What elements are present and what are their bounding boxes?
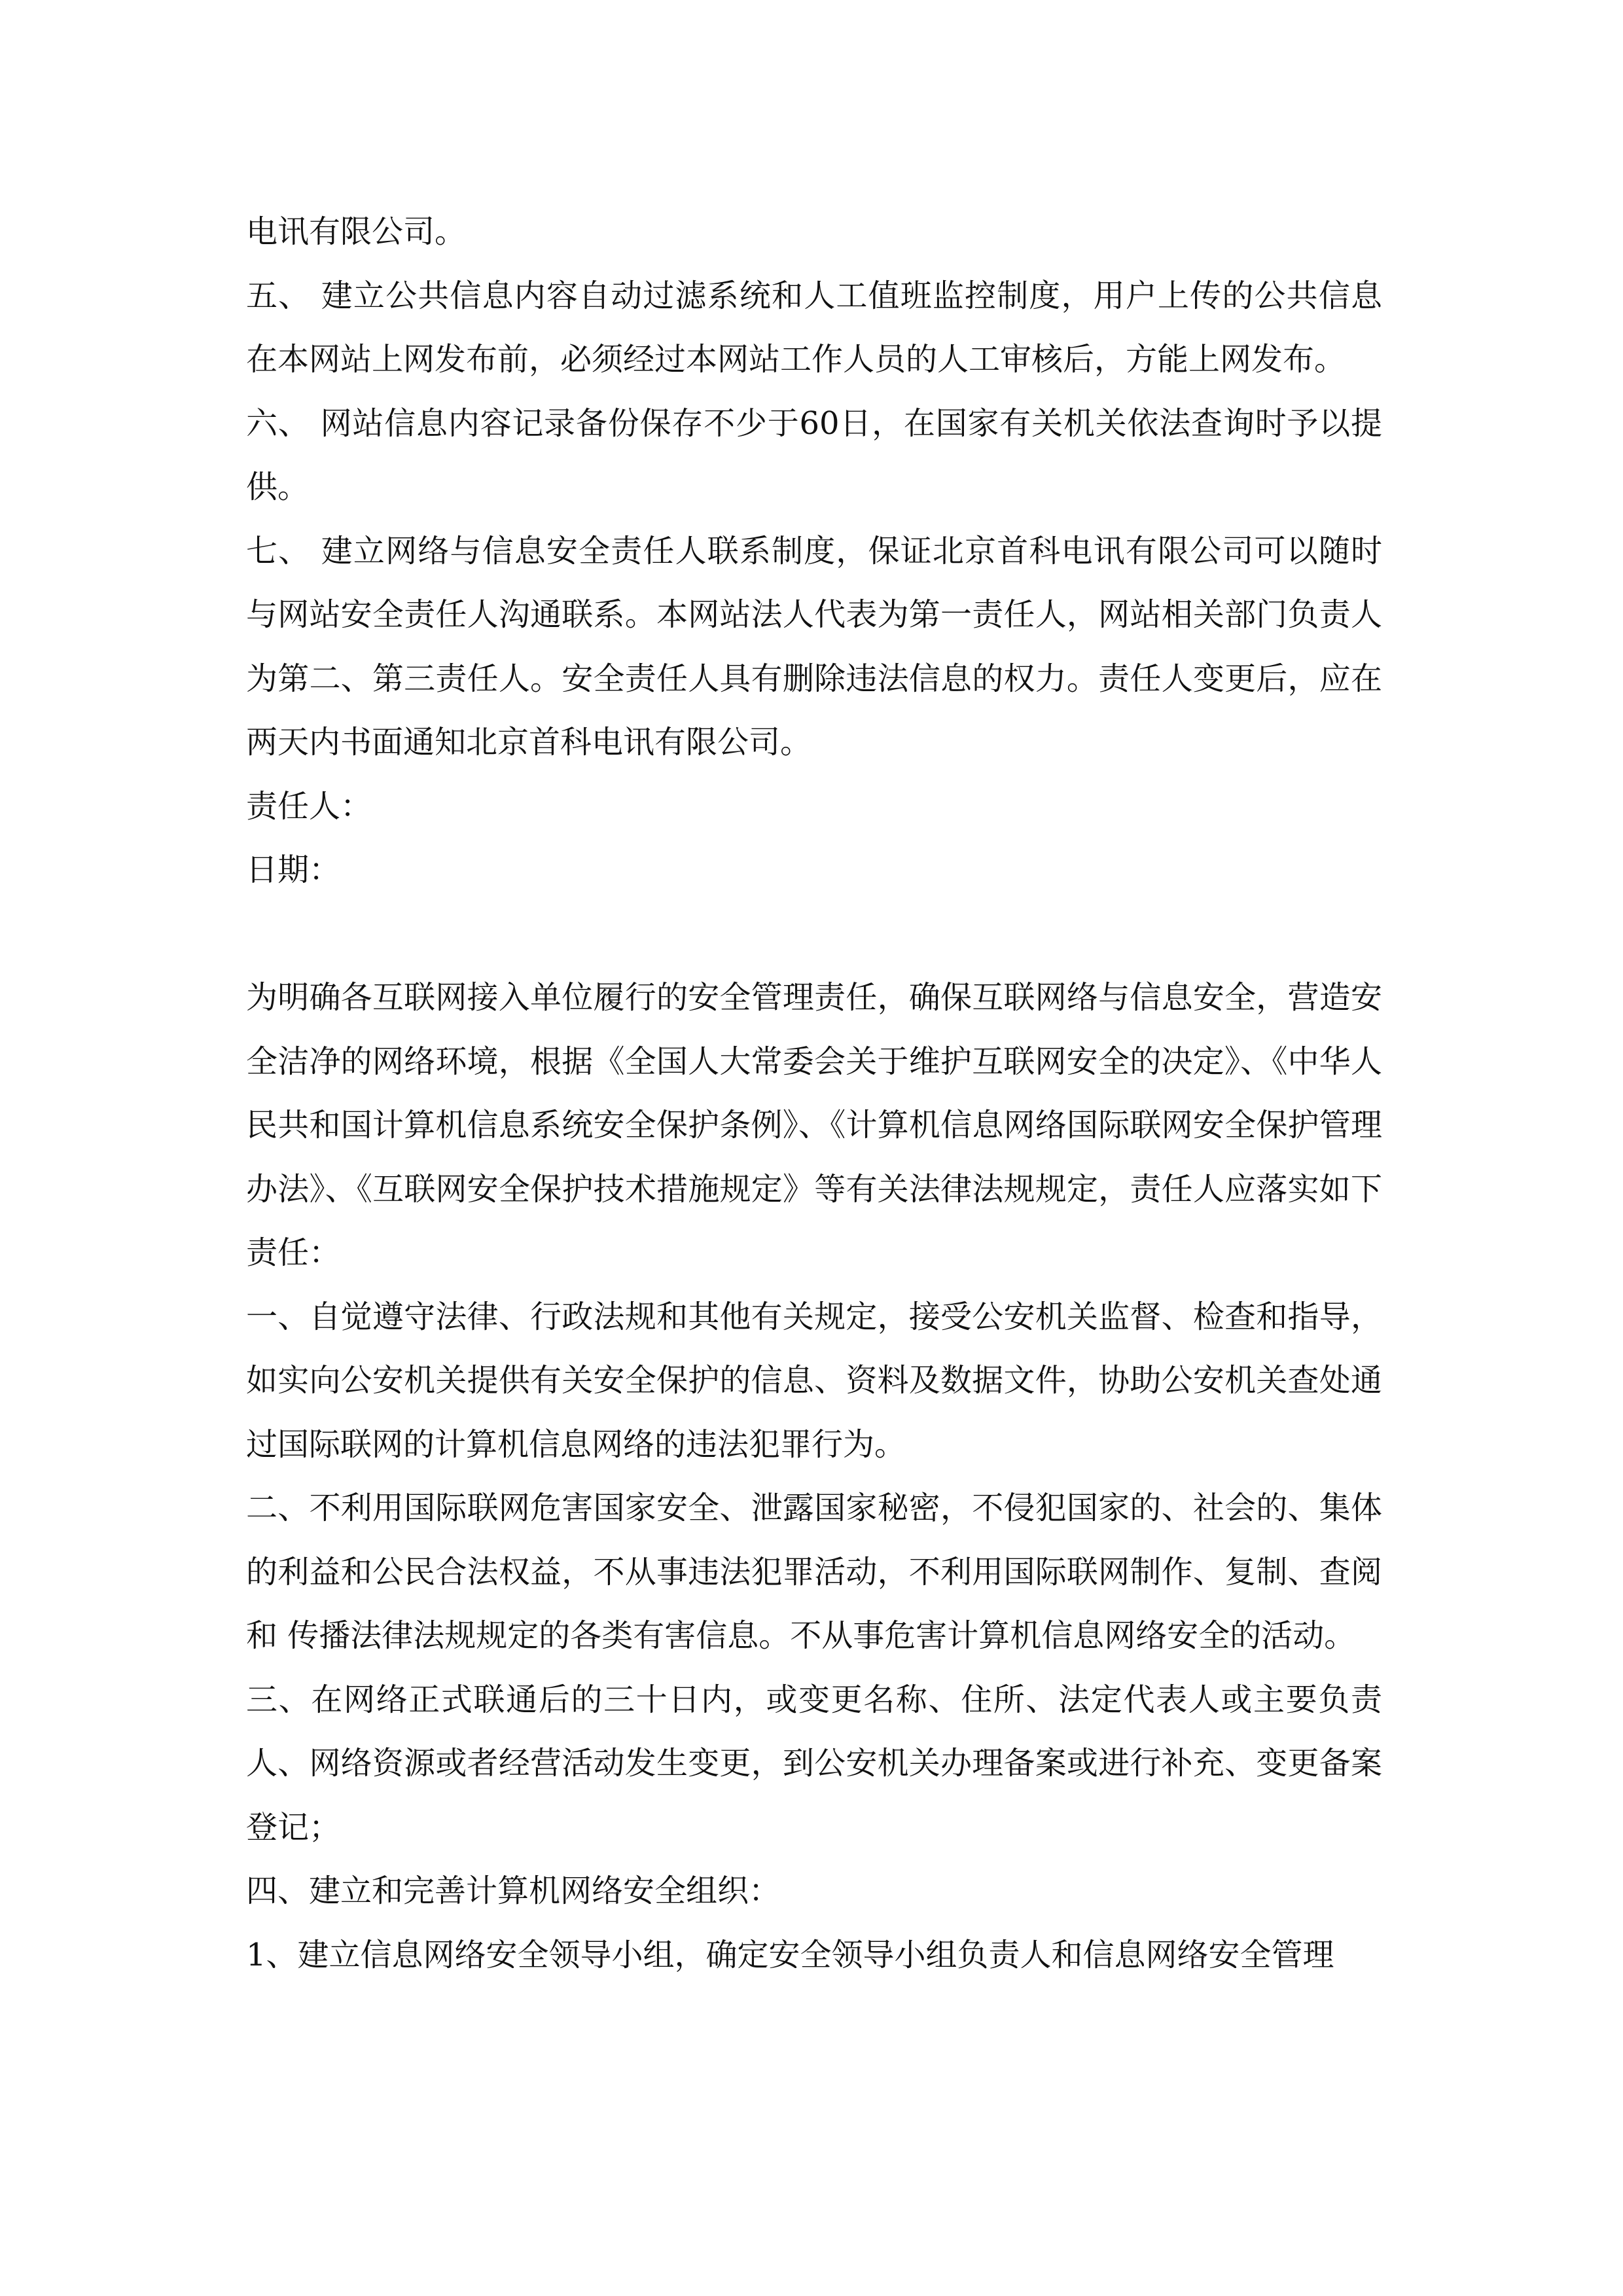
paragraph: 六、 网站信息内容记录备份保存不少于60日，在国家有关机关依法查询时予以提供。 <box>246 404 1382 505</box>
paragraph: 五、 建立公共信息内容自动过滤系统和人工值班监控制度，用户上传的公共信息在本网站上网发布前，必须经过本网站工作人员的人工审核后，方能上网发布。 <box>246 277 1382 378</box>
paragraph: 一、自觉遵守法律、行政法规和其他有关规定，接受公安机关监督、检查和指导，如实向公安机关提供有关安全保护的信息、资料及数据文件，协助公安机关查处通过国际联网的计算机信息网络的违法犯罪行为。 <box>246 1298 1382 1463</box>
paragraph: 三、在网络正式联通后的三十日内，或变更名称、住所、法定代表人或主要负责人、网络资源或者经营活动发生变更，到公安机关办理备案或进行补充、变更备案登记； <box>246 1681 1382 1846</box>
paragraph: 四、建立和完善计算机网络安全组织： <box>246 1873 781 1909</box>
paragraph: 电讯有限公司。 <box>246 213 467 250</box>
paragraph: 七、 建立网络与信息安全责任人联系制度，保证北京首科电讯有限公司可以随时与网站安全责任人沟通联系。本网站法人代表为第一责任人，网站相关部门负责人为第二、第三责任人。安全责任人具有删除违法信息的权力。责任人变更后，应在两天内书面通知北京首科电讯有限公司。 <box>246 532 1382 761</box>
paragraph: 1、建立信息网络安全领导小组，确定安全领导小组负责人和信息网络安全管理 <box>246 1936 1334 1973</box>
paragraph: 二、不利用国际联网危害国家安全、泄露国家秘密，不侵犯国家的、社会的、集体的利益和公民合法权益，不从事违法犯罪活动，不利用国际联网制作、复制、查阅和 传播法律法规规定的各类有害信息。不从事危害计算机信息网络安全的活动。 <box>246 1490 1382 1654</box>
date-label: 日期： <box>246 852 341 888</box>
section-a <box>246 200 1382 903</box>
paragraph: 为明确各互联网接入单位履行的安全管理责任，确保互联网络与信息安全，营造安全洁净的网络环境，根据《全国人大常委会关于维护互联网安全的决定》、《中华人民共和国计算机信息系统安全保护条例》、《计算机信息网络国际联网安全保护管理办法》、《互联网安全保护技术措施规定》等有关法律法规规定，责任人应落实如下责任： <box>246 979 1382 1271</box>
responsible-person-label: 责任人： <box>246 787 372 825</box>
section-b <box>246 966 1382 1987</box>
